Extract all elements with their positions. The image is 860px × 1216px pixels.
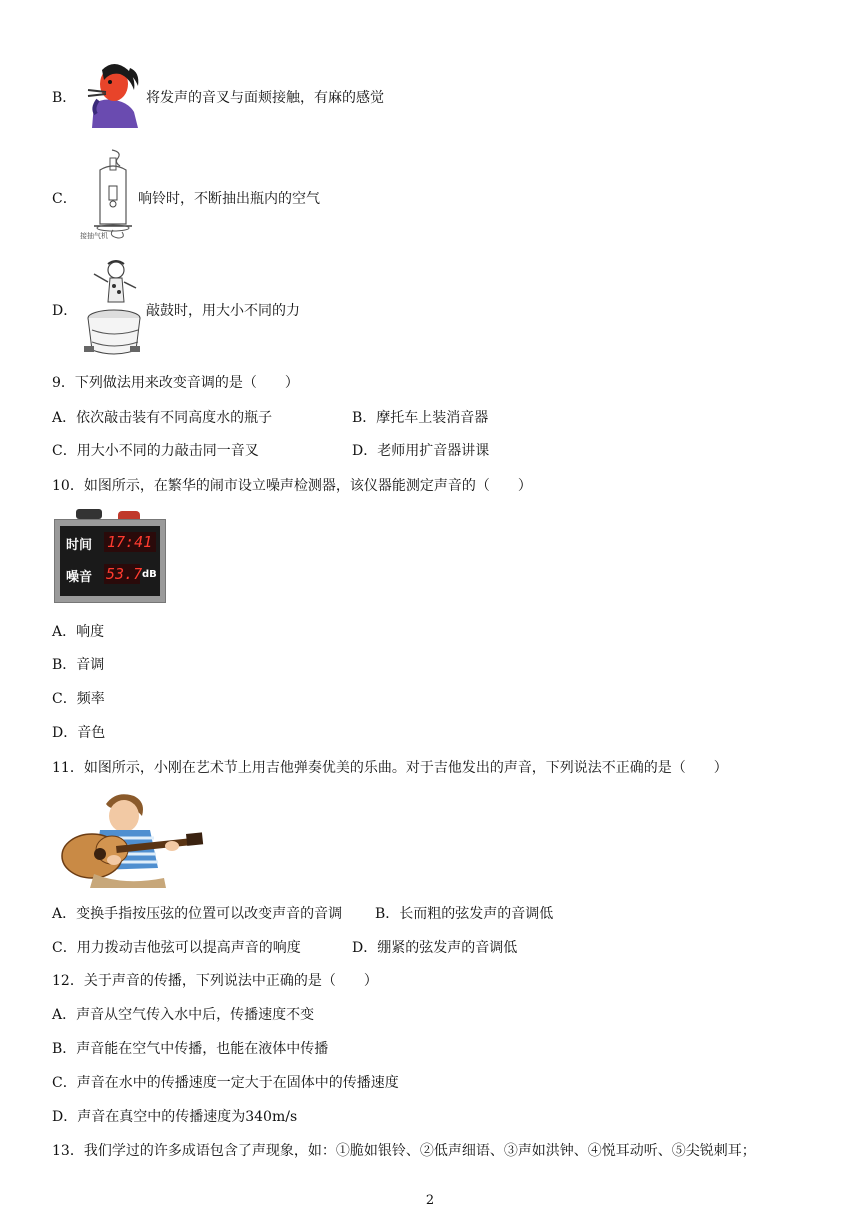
- monitor-screen: [60, 526, 160, 596]
- monitor-frame: [54, 519, 166, 603]
- q9-stem: 9．下列做法用来改变音调的是（ ）: [52, 375, 299, 391]
- q8-option-c: [52, 190, 77, 208]
- q13-stem: 13．我们学过的许多成语包含了声现象，如：①脆如银铃、②低声细语、③声如洪钟、④悦耳动听、⑤尖锐刺耳；: [52, 1143, 756, 1159]
- time-display: [104, 532, 156, 552]
- q9-option-d: D．老师用扩音器讲课: [352, 443, 490, 459]
- q9-option-b: B．摩托车上装消音器: [352, 410, 489, 426]
- q8-option-b-text: 将发声的音叉与面颊接触，有麻的感觉: [146, 90, 384, 106]
- q12-option-b: B．声音能在空气中传播，也能在液体中传播: [52, 1041, 329, 1057]
- q11-option-d: D．绷紧的弦发声的音调低: [352, 940, 518, 956]
- q11-option-c: C．用力拨动吉他弦可以提高声音的响度: [52, 940, 301, 956]
- q12-option-d: D．声音在真空中的传播速度为340m/s: [52, 1109, 298, 1125]
- option-label: D．: [52, 303, 78, 319]
- q11-option-b: B．长而粗的弦发声的音调低: [375, 906, 554, 922]
- q12-option-c: C．声音在水中的传播速度一定大于在固体中的传播速度: [52, 1075, 399, 1091]
- bell-jar-image: [78, 148, 136, 244]
- q9-option-a: A．依次敲击装有不同高度水的瓶子: [52, 410, 273, 426]
- q8-option-c-text: 响铃时，不断抽出瓶内的空气: [138, 191, 320, 207]
- q8-option-d: [52, 302, 77, 320]
- monitor-sensor: [76, 509, 102, 519]
- q9-option-c: C．用大小不同的力敲击同一音叉: [52, 443, 259, 459]
- noise-display: [104, 564, 143, 584]
- noise-value: 53.7: [106, 565, 143, 583]
- q11-stem: 11．如图所示，小刚在艺术节上用吉他弹奏优美的乐曲。对于吉他发出的声音，下列说法不正确的是（ ）: [52, 760, 728, 776]
- boy-guitar-image: [54, 790, 204, 890]
- q10-option-a: A．响度: [52, 624, 105, 640]
- time-label: 时间: [66, 538, 93, 553]
- q10-option-b: B．音调: [52, 657, 105, 673]
- q8-option-d-text: 敲鼓时，用大小不同的力: [146, 303, 300, 319]
- option-label: B．: [52, 90, 77, 106]
- q11-option-a: A．变换手指按压弦的位置可以改变声音的音调: [52, 906, 343, 922]
- q10-option-d: D．音色: [52, 725, 106, 741]
- drum-player-image: [78, 258, 144, 360]
- tuning-fork-face-image: [80, 60, 142, 130]
- time-value: 17:41: [107, 533, 153, 551]
- option-label: C．: [52, 191, 77, 207]
- q10-stem: 10．如图所示，在繁华的闹市设立噪声检测器，该仪器能测定声音的（ ）: [52, 478, 532, 494]
- q12-option-a: A．声音从空气传入水中后，传播速度不变: [52, 1007, 315, 1023]
- q12-stem: 12．关于声音的传播，下列说法中正确的是（ ）: [52, 973, 378, 989]
- noise-unit: dB: [142, 569, 157, 580]
- page-number: 2: [425, 1193, 435, 1208]
- q8-option-b: [52, 89, 76, 107]
- bell-jar-caption: 接抽气机: [80, 232, 108, 240]
- noise-label: 噪音: [66, 570, 93, 585]
- noise-monitor-image: [54, 509, 166, 603]
- q10-option-c: C．频率: [52, 691, 105, 707]
